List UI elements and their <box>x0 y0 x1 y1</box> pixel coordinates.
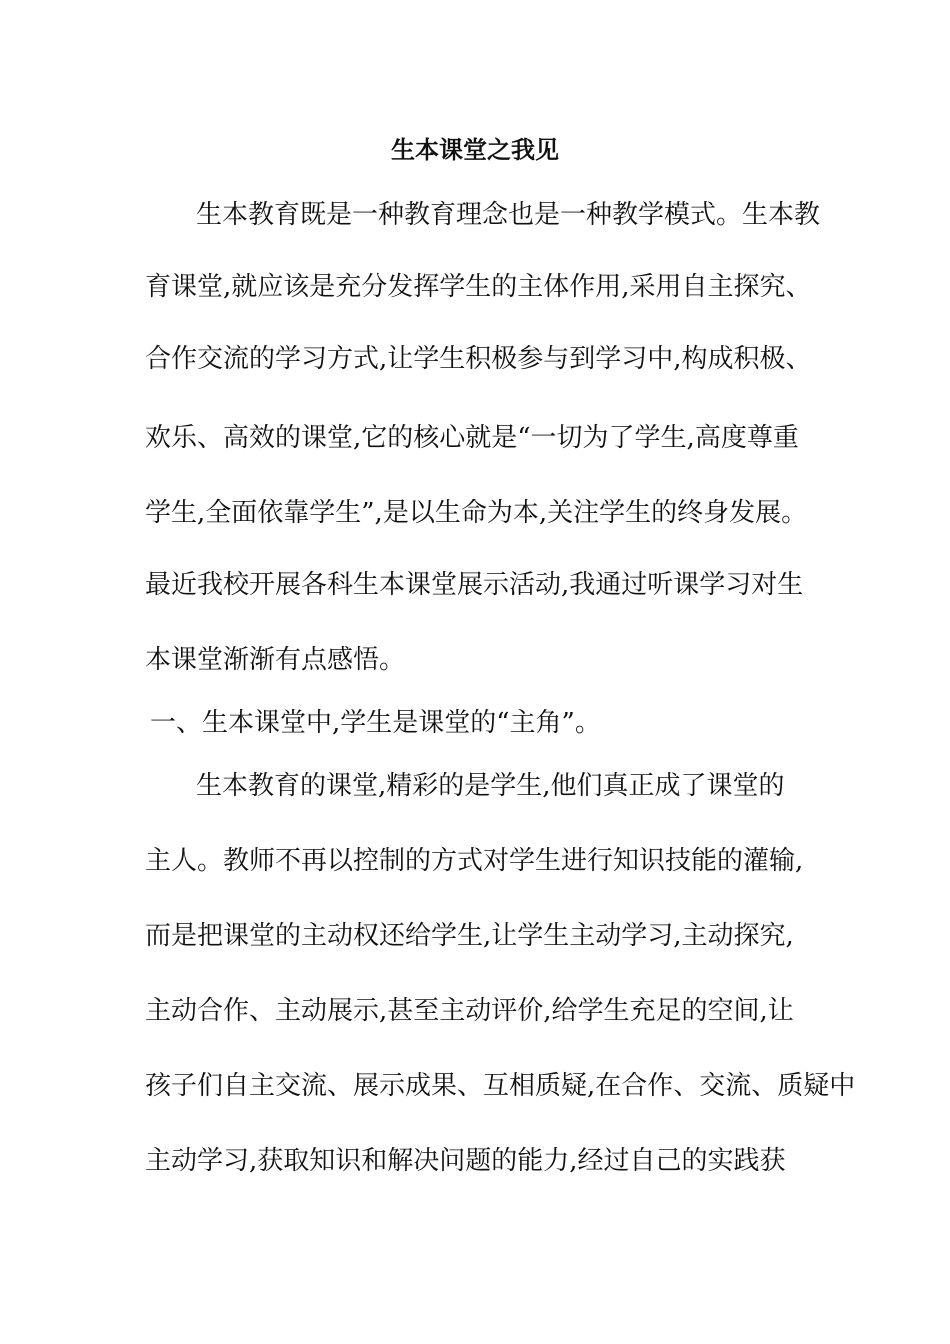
paragraph-line: 学生,全面依靠学生”,是以生命为本,关注学生的终身发展。 <box>145 498 808 528</box>
paragraph-line: 本课堂渐渐有点感悟。 <box>145 645 406 675</box>
paragraph-line: 欢乐、高效的课堂,它的核心就是“一切为了学生,高度尊重 <box>145 423 799 453</box>
document-title: 生本课堂之我见 <box>391 135 559 164</box>
section-heading: 一、生本课堂中,学生是课堂的“主角”。 <box>150 708 601 738</box>
paragraph-line: 主动学习,获取知识和解决问题的能力,经过自己的实践获 <box>145 1146 786 1176</box>
paragraph-line: 最近我校开展各科生本课堂展示活动,我通过听课学习对生 <box>145 570 804 600</box>
paragraph-line: 育课堂,就应该是充分发挥学生的主体作用,采用自主探究、 <box>145 272 812 302</box>
paragraph-line: 孩子们自主交流、展示成果、互相质疑,在合作、交流、质疑中 <box>145 1071 856 1101</box>
paragraph-line: 主动合作、主动展示,甚至主动评价,给学生充足的空间,让 <box>145 996 794 1026</box>
paragraph-line: 合作交流的学习方式,让学生积极参与到学习中,构成积极、 <box>145 344 812 374</box>
paragraph-line: 生本教育的课堂,精彩的是学生,他们真正成了课堂的 <box>196 771 785 801</box>
paragraph-line: 主人。教师不再以控制的方式对学生进行知识技能的灌输, <box>145 846 804 876</box>
paragraph-line: 生本教育既是一种教育理念也是一种教学模式。生本教 <box>196 200 821 230</box>
paragraph-line: 而是把课堂的主动权还给学生,让学生主动学习,主动探究, <box>145 921 794 951</box>
